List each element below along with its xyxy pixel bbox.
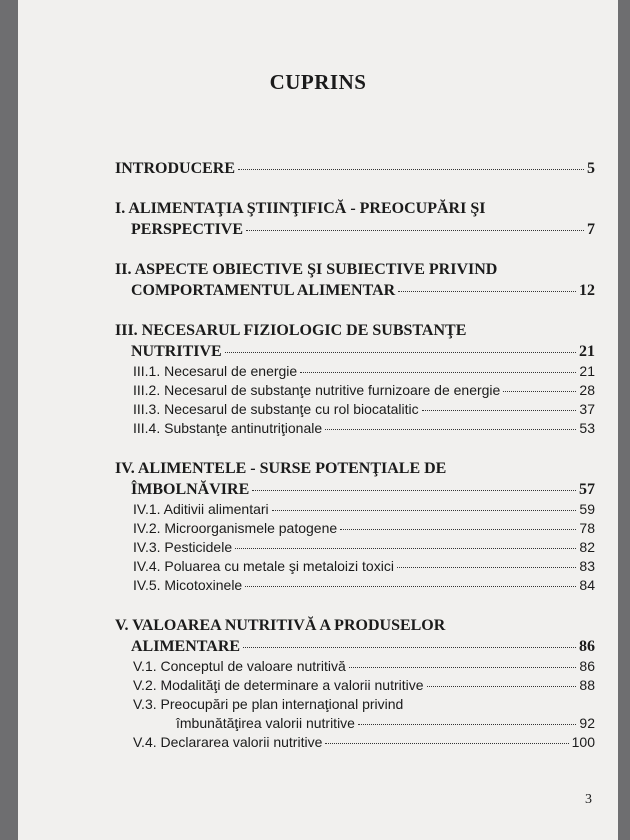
- entry-label: III.4. Substanţe antinutriţionale: [133, 420, 323, 436]
- page-ref: 100: [571, 734, 595, 750]
- dot-leader: [252, 490, 576, 491]
- toc-section-1: [115, 219, 595, 240]
- toc-entry: [115, 519, 595, 538]
- dot-leader: [398, 291, 576, 292]
- entry-label: IV.5. Micotoxinele: [133, 577, 243, 593]
- toc-entry: [115, 400, 595, 419]
- section-title-cont: COMPORTAMENTUL ALIMENTAR: [131, 282, 396, 299]
- section-title: INTRODUCERE: [115, 160, 236, 177]
- toc-entry: [115, 576, 595, 595]
- page-ref: 21: [579, 343, 595, 360]
- page-ref: 21: [579, 363, 595, 379]
- dot-leader: [427, 686, 577, 687]
- entry-label: îmbunătăţirea valorii nutritive: [176, 715, 355, 731]
- toc-entry: [115, 557, 595, 576]
- entry-label: III.1. Necesarul de energie: [133, 363, 298, 379]
- dot-leader: [325, 743, 568, 744]
- toc-entry: [115, 500, 595, 519]
- entry-label: III.2. Necesarul de substanţe nutritive furnizoare de energie: [133, 382, 501, 398]
- dot-leader: [245, 586, 576, 587]
- page-ref: 92: [579, 715, 595, 731]
- page-ref: 59: [579, 501, 595, 517]
- dot-leader: [272, 510, 577, 511]
- entry-label: IV.4. Poluarea cu metale şi metaloizi toxici: [133, 558, 394, 574]
- section-title-cont: ALIMENTARE: [131, 638, 241, 655]
- toc-entry: [115, 381, 595, 400]
- toc-section-3: [115, 341, 595, 362]
- toc-entry: [115, 538, 595, 557]
- toc-section-4: [115, 479, 595, 500]
- toc-section-4-title: IV. ALIMENTELE - SURSE POTENŢIALE DE: [115, 460, 447, 477]
- toc-section-introducere: [115, 158, 595, 179]
- dot-leader: [503, 391, 576, 392]
- page-ref: 57: [579, 481, 595, 498]
- entry-label: V.2. Modalităţi de determinare a valorii nutritive: [133, 677, 424, 693]
- section-title-cont: ÎMBOLNĂVIRE: [131, 481, 250, 498]
- page-ref: 12: [579, 282, 595, 299]
- dot-leader: [225, 352, 576, 353]
- dot-leader: [340, 529, 576, 530]
- entry-label: V.1. Conceptul de valoare nutritivă: [133, 658, 346, 674]
- toc-entry: [115, 714, 595, 733]
- dot-leader: [397, 567, 576, 568]
- entry-label: IV.2. Microorganismele patogene: [133, 520, 338, 536]
- page-ref: 53: [579, 420, 595, 436]
- toc-entry: [115, 676, 595, 695]
- page-ref: 86: [579, 658, 595, 674]
- toc-entry: [115, 419, 595, 438]
- dot-leader: [235, 548, 576, 549]
- page-ref: 84: [579, 577, 595, 593]
- page-ref: 82: [579, 539, 595, 555]
- page-ref: 88: [579, 677, 595, 693]
- toc-section-3-title: III. NECESARUL FIZIOLOGIC DE SUBSTANŢE: [115, 322, 467, 339]
- toc-section-2-title: II. ASPECTE OBIECTIVE ŞI SUBIECTIVE PRIVIND: [115, 261, 498, 278]
- toc-section-1-title: I. ALIMENTAŢIA ŞTIINŢIFICĂ - PREOCUPĂRI ŞI: [115, 200, 486, 217]
- toc-section-5: [115, 636, 595, 657]
- toc-entry: [115, 733, 595, 752]
- table-of-contents: [115, 158, 595, 752]
- page-title: CUPRINS: [269, 70, 367, 94]
- toc-section-2: [115, 280, 595, 301]
- toc-entry: [115, 657, 595, 676]
- entry-label: IV.3. Pesticidele: [133, 539, 233, 555]
- dot-leader: [246, 230, 584, 231]
- dot-leader: [325, 429, 576, 430]
- page-ref: 28: [579, 382, 595, 398]
- section-title-cont: PERSPECTIVE: [131, 221, 244, 238]
- dot-leader: [422, 410, 577, 411]
- page-ref: 86: [579, 638, 595, 655]
- dot-leader: [243, 647, 576, 648]
- dot-leader: [349, 667, 577, 668]
- dot-leader: [358, 724, 576, 725]
- page-ref: 78: [579, 520, 595, 536]
- toc-entry-first-line: V.3. Preocupări pe plan internaţional privind: [133, 696, 404, 712]
- dot-leader: [238, 169, 584, 170]
- page-number: 3: [585, 792, 592, 807]
- section-title-cont: NUTRITIVE: [131, 343, 222, 360]
- page-ref: 83: [579, 558, 595, 574]
- page-ref: 5: [587, 160, 595, 177]
- entry-label: III.3. Necesarul de substanţe cu rol biocatalitic: [133, 401, 419, 417]
- dot-leader: [300, 372, 576, 373]
- toc-entry: [115, 362, 595, 381]
- page-ref: 7: [587, 221, 595, 238]
- page-ref: 37: [579, 401, 595, 417]
- entry-label: IV.1. Aditivii alimentari: [133, 501, 269, 517]
- entry-label: V.4. Declararea valorii nutritive: [133, 734, 323, 750]
- book-page: [18, 0, 618, 840]
- toc-section-5-title: V. VALOAREA NUTRITIVĂ A PRODUSELOR: [115, 617, 446, 634]
